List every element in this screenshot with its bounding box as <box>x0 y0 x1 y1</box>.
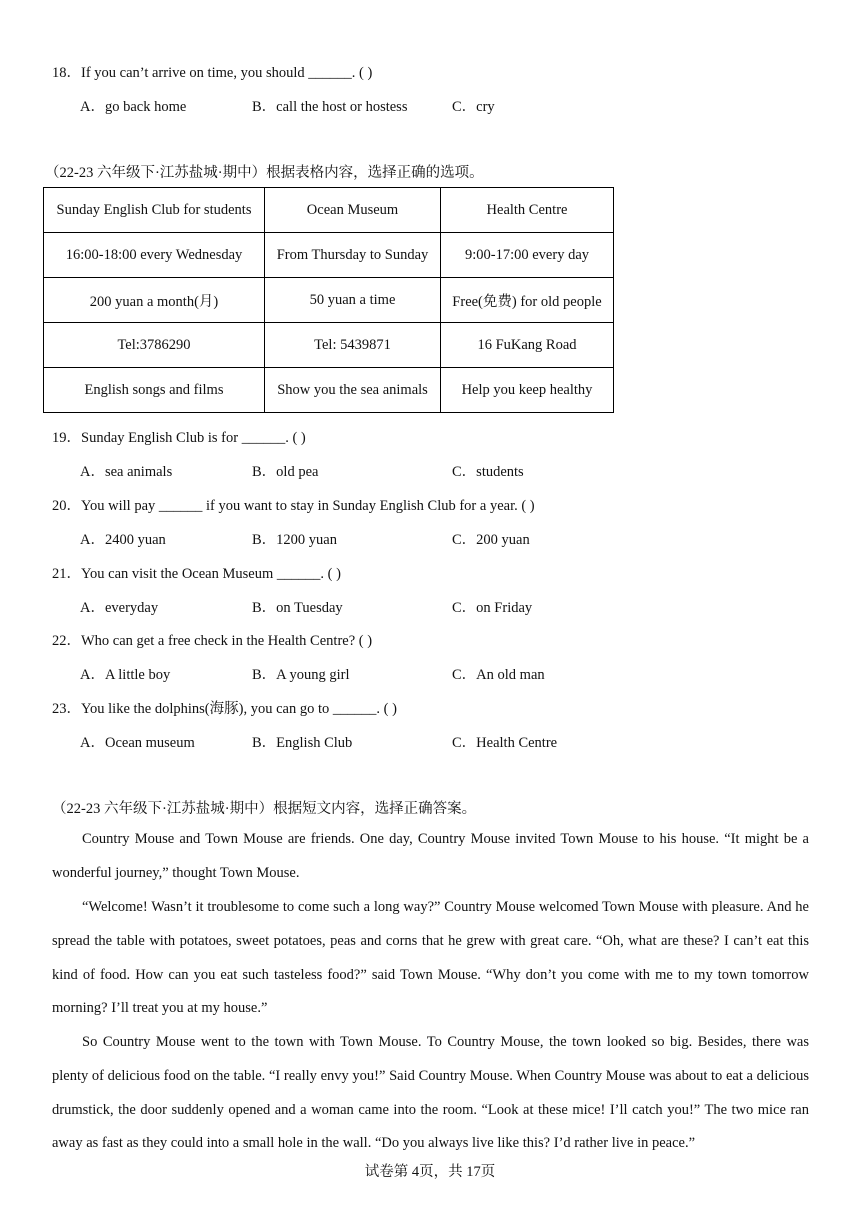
table-cell: 16 FuKang Road <box>441 323 614 368</box>
question-19-option-b: B．old pea <box>252 464 319 480</box>
question-21-stem: 21．You can visit the Ocean Museum ______. ( ) <box>52 566 341 582</box>
question-20-option-c: C．200 yuan <box>452 532 530 548</box>
table-cell: 200 yuan a month(月) <box>44 278 265 323</box>
table-cell: Ocean Museum <box>265 188 441 233</box>
question-20-option-a: A．2400 yuan <box>80 532 166 548</box>
table-cell: From Thursday to Sunday <box>265 233 441 278</box>
table-row <box>44 233 614 278</box>
question-21-option-c: C．on Friday <box>452 600 533 616</box>
question-21-option-a: A．everyday <box>80 600 159 616</box>
question-18-option-b: B．call the host or hostess <box>252 99 408 115</box>
question-20-option-b: B．1200 yuan <box>252 532 337 548</box>
table-row <box>44 188 614 233</box>
table-row <box>44 368 614 413</box>
question-22-option-c: C．An old man <box>452 667 545 683</box>
question-19-stem: 19．Sunday English Club is for ______. ( ) <box>52 430 306 446</box>
question-19-option-a: A．sea animals <box>80 464 173 480</box>
section-header-passage: （22-23 六年级下·江苏盐城·期中）根据短文内容，选择正确答案。 <box>52 801 477 817</box>
info-table <box>43 187 614 413</box>
question-18-option-a: A．go back home <box>80 99 187 115</box>
table-cell: Show you the sea animals <box>265 368 441 413</box>
passage-paragraph-1: Country Mouse and Town Mouse are friends. One day, Country Mouse invited Town Mouse to his house. “It might be a wonderful journey,” thought Town Mouse. <box>52 831 809 881</box>
question-20-stem: 20．You will pay ______ if you want to stay in Sunday English Club for a year. ( ) <box>52 498 535 514</box>
question-18-stem: 18．If you can’t arrive on time, you should ______. ( ) <box>52 65 373 81</box>
question-19-option-c: C．students <box>452 464 524 480</box>
question-22-option-b: B．A young girl <box>252 667 350 683</box>
table-cell: 9:00-17:00 every day <box>441 233 614 278</box>
question-22-stem: 22．Who can get a free check in the Health Centre? ( ) <box>52 633 373 649</box>
question-23-option-b: B．English Club <box>252 735 353 751</box>
table-cell: Tel: 5439871 <box>265 323 441 368</box>
table-row <box>44 278 614 323</box>
question-23-option-c: C．Health Centre <box>452 735 558 751</box>
table-cell: 16:00-18:00 every Wednesday <box>44 233 265 278</box>
table-cell: Health Centre <box>441 188 614 233</box>
table-cell: Tel:3786290 <box>44 323 265 368</box>
question-23-option-a: A．Ocean museum <box>80 735 195 751</box>
table-row <box>44 323 614 368</box>
table-cell: Sunday English Club for students <box>44 188 265 233</box>
question-22-option-a: A．A little boy <box>80 667 171 683</box>
question-18-option-c: C．cry <box>452 99 495 115</box>
table-cell: Help you keep healthy <box>441 368 614 413</box>
table-cell: Free(免费) for old people <box>441 278 614 323</box>
passage-paragraph-3: So Country Mouse went to the town with Town Mouse. To Country Mouse, the town looked so big. Besides, there was plenty of delicious food on the table. “I really envy you!” Said Country Mouse. When Country Mouse was about to eat a delicious drumstick, the door suddenly opened and a woman came into the room. “Look at these mice! I’ll catch you!” The two mice ran away as fast as they could into a small hole in the wall. “Do you always live like this? I’d rather live in peace.” <box>52 1034 809 1152</box>
table-cell: English songs and films <box>44 368 265 413</box>
table-cell: 50 yuan a time <box>265 278 441 323</box>
question-23-stem: 23．You like the dolphins(海豚), you can go to ______. ( ) <box>52 701 397 717</box>
section-header-table: （22-23 六年级下·江苏盐城·期中）根据表格内容，选择正确的选项。 <box>45 165 484 181</box>
passage-paragraph-2: “Welcome! Wasn’t it troublesome to come such a long way?” Country Mouse welcomed Town Mouse with pleasure. And he spread the table with potatoes, sweet potatoes, peas and corns that he grew with great care. “Oh, what are these? I can’t eat this kind of food. How can you eat such tasteless food?” said Town Mouse. “Why don’t you come with me to my town tomorrow morning? I’ll treat you at my house.” <box>52 899 809 1017</box>
question-21-option-b: B．on Tuesday <box>252 600 343 616</box>
page-footer: 试卷第 4页，共 17页 <box>364 1164 496 1180</box>
